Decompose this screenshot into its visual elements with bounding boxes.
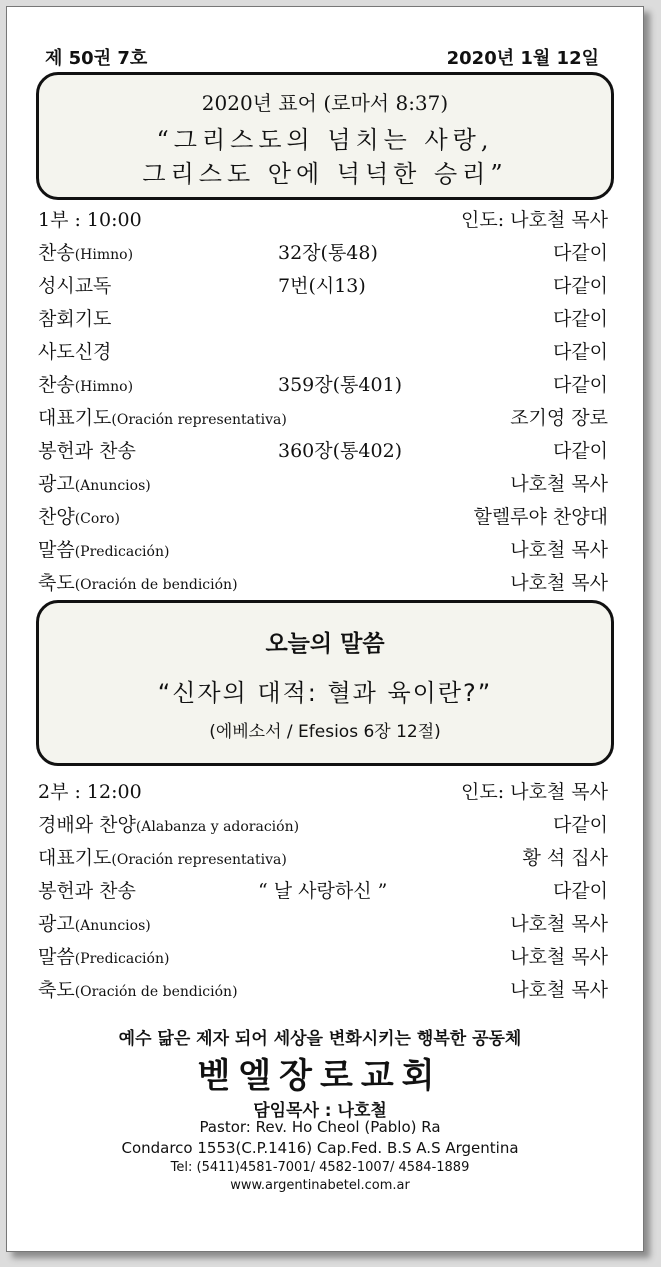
order-item-leader: 다같이 (552, 242, 608, 264)
order-item (38, 942, 608, 972)
order-item-leader: 할렐루야 찬양대 (473, 506, 608, 528)
order-item (38, 909, 608, 939)
order-item-title (38, 535, 169, 562)
order-item-name: 말씀 (38, 539, 75, 561)
order-item-name: 찬양 (38, 506, 75, 528)
order-item (38, 304, 608, 334)
order-item-spanish: (Alabanza y adoración) (135, 819, 300, 835)
order-item-leader: 나호철 목사 (510, 473, 608, 495)
service2-time: 2부 : 12:00 (38, 781, 142, 803)
order-item-title (38, 843, 287, 870)
motto-box (36, 72, 614, 200)
order-item-leader: 다같이 (552, 880, 608, 902)
order-item-spanish: (Oración representativa) (111, 412, 287, 428)
service1-time: 1부 : 10:00 (38, 209, 142, 231)
bulletin-date: 2020년 1월 12일 (446, 48, 599, 69)
sermon-heading: 오늘의 말씀 (265, 631, 385, 657)
order-item-name: 축도 (38, 979, 75, 1001)
order-item-spanish: (Predicación) (74, 544, 170, 560)
order-item-name: 찬송 (38, 374, 75, 396)
order-item-hymn: 7번(시13) (278, 275, 366, 297)
order-item-name: 광고 (38, 913, 75, 935)
issue-number: 제 50권 7호 (45, 48, 148, 69)
order-item-title (38, 502, 120, 529)
order-item-leader: 다같이 (552, 440, 608, 462)
order-item-hymn: 359장(통401) (278, 374, 403, 396)
sermon-reference: (에베소서 / Efesios 6장 12절) (209, 722, 441, 742)
order-item-title (38, 436, 136, 463)
order-item-leader: 나호철 목사 (510, 979, 608, 1001)
order-item-name: 말씀 (38, 946, 75, 968)
church-phone: Tel: (5411)4581-7001/ 4582-1007/ 4584-1889 (170, 1160, 470, 1175)
order-item-title (38, 238, 133, 265)
order-item (38, 568, 608, 598)
order-item-leader: 나호철 목사 (510, 913, 608, 935)
order-item (38, 271, 608, 301)
order-item-leader: 나호철 목사 (510, 572, 608, 594)
motto-line-1: “그리스도의 넘치는 사랑, (156, 126, 494, 154)
order-item-spanish: (Himno) (74, 379, 134, 395)
order-item-title (38, 568, 238, 595)
order-item-leader: 다같이 (552, 275, 608, 297)
order-item-hymn: 360장(통402) (278, 440, 403, 462)
service1-header (38, 205, 608, 235)
order-item-leader: 다같이 (552, 814, 608, 836)
order-item-hymn: 32장(통48) (278, 242, 378, 264)
order-item-spanish: (Anuncios) (74, 918, 151, 934)
order-item-name: 대표기도 (38, 847, 112, 869)
order-item-spanish: (Oración de bendición) (74, 577, 238, 593)
order-item-leader: 나호철 목사 (510, 539, 608, 561)
order-item-leader: 나호철 목사 (510, 946, 608, 968)
order-item-name: 봉헌과 찬송 (38, 880, 136, 902)
order-item (38, 370, 608, 400)
order-item-title (38, 337, 111, 364)
order-item-title (38, 403, 287, 430)
order-item (38, 843, 608, 873)
senior-pastor-en: Pastor: Rev. Ho Cheol (Pablo) Ra (199, 1118, 441, 1136)
order-item (38, 810, 608, 840)
order-item-leader: 다같이 (552, 341, 608, 363)
order-item-spanish: (Anuncios) (74, 478, 151, 494)
order-item-leader: 다같이 (552, 374, 608, 396)
church-slogan: 예수 닮은 제자 되어 세상을 변화시키는 행복한 공동체 (118, 1029, 522, 1049)
order-item-spanish: (Oración de bendición) (74, 984, 238, 1000)
order-item (38, 502, 608, 532)
order-item (38, 337, 608, 367)
church-name: 벧엘장로교회 (197, 1056, 443, 1096)
church-address: Condarco 1553(C.P.1416) Cap.Fed. B.S A.S Argentina (121, 1139, 519, 1157)
service1-leader: 인도: 나호철 목사 (461, 209, 608, 231)
order-item (38, 403, 608, 433)
order-item-title (38, 304, 111, 331)
order-item-name: 축도 (38, 572, 75, 594)
order-item-name: 성시교독 (38, 275, 112, 297)
order-item (38, 436, 608, 466)
order-item-title (38, 909, 151, 936)
order-item-name: 찬송 (38, 242, 75, 264)
order-item-title (38, 271, 111, 298)
sermon-title: “신자의 대적: 혈과 육이란?” (157, 679, 493, 707)
order-item-spanish: (Himno) (74, 247, 134, 263)
senior-pastor-kr: 담임목사 : 나호철 (253, 1101, 387, 1121)
order-item-spanish: (Predicación) (74, 951, 170, 967)
order-item-name: 봉헌과 찬송 (38, 440, 136, 462)
order-item-name: 사도신경 (38, 341, 112, 363)
order-item-name: 참회기도 (38, 308, 112, 330)
sermon-box (36, 600, 614, 766)
order-item-title (38, 469, 151, 496)
order-item-leader: 황 석 집사 (522, 847, 608, 869)
order-item-title (38, 810, 299, 837)
order-item-title (38, 876, 136, 903)
order-item-hymn: “ 날 사랑하신 ” (258, 880, 388, 902)
order-item-title (38, 942, 169, 969)
service2-header (38, 777, 608, 807)
order-item (38, 535, 608, 565)
order-item (38, 876, 608, 906)
order-item (38, 238, 608, 268)
service2-leader: 인도: 나호철 목사 (461, 781, 608, 803)
order-item-title (38, 370, 133, 397)
order-item (38, 469, 608, 499)
order-item-leader: 다같이 (552, 308, 608, 330)
order-item (38, 975, 608, 1005)
order-item-leader: 조기영 장로 (510, 407, 608, 429)
order-item-spanish: (Oración representativa) (111, 852, 287, 868)
motto-line-2: 그리스도 안에 넉넉한 승리” (142, 160, 508, 188)
motto-title: 2020년 표어 (로마서 8:37) (201, 91, 449, 115)
order-item-name: 대표기도 (38, 407, 112, 429)
order-item-title (38, 975, 238, 1002)
church-website[interactable]: www.argentinabetel.com.ar (230, 1178, 410, 1193)
order-item-name: 경배와 찬양 (38, 814, 136, 836)
order-item-name: 광고 (38, 473, 75, 495)
order-item-spanish: (Coro) (74, 511, 120, 527)
